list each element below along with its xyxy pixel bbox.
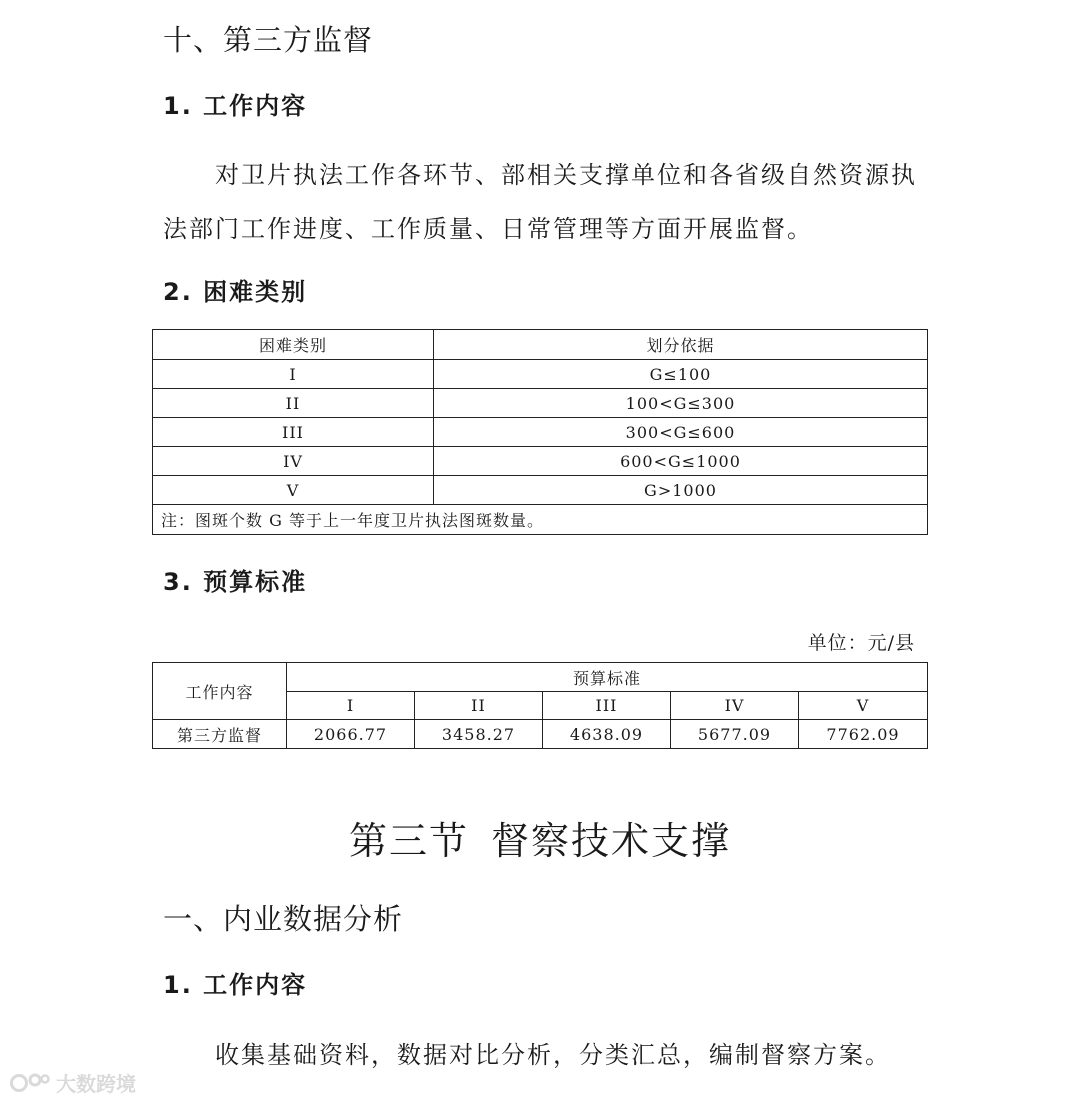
table-cell: 7762.09 bbox=[799, 720, 928, 749]
table-note: 注：图斑个数 G 等于上一年度卫片执法图斑数量。 bbox=[153, 505, 928, 535]
subheading-difficulty: 2. 困难类别 bbox=[163, 278, 308, 306]
table-row bbox=[153, 447, 928, 476]
table-header-cell: II bbox=[415, 692, 543, 720]
section-heading: 一、内业数据分析 bbox=[163, 902, 404, 936]
table-cell: III bbox=[153, 418, 434, 447]
chapter-title-number: 第三节 bbox=[348, 819, 469, 863]
table-header-cell: 划分依据 bbox=[434, 330, 928, 360]
subheading-work-content: 1. 工作内容 bbox=[163, 971, 308, 999]
table-cell: 3458.27 bbox=[415, 720, 543, 749]
table-cell: 600<G≤1000 bbox=[434, 447, 928, 476]
table-header-cell: III bbox=[543, 692, 671, 720]
watermark bbox=[10, 1068, 136, 1097]
table-cell: G≤100 bbox=[434, 360, 928, 389]
budget-table bbox=[152, 662, 928, 749]
subheading-budget: 3. 预算标准 bbox=[163, 568, 308, 596]
table-row bbox=[153, 389, 928, 418]
table-cell: V bbox=[153, 476, 434, 505]
table-cell: 300<G≤600 bbox=[434, 418, 928, 447]
watermark-text: 大数跨境 bbox=[56, 1072, 136, 1096]
eye-logo-icon bbox=[10, 1070, 52, 1096]
chapter-title bbox=[0, 810, 1080, 865]
table-header-row bbox=[153, 330, 928, 360]
table-header-cell: 预算标准 bbox=[287, 663, 928, 692]
table-cell: 2066.77 bbox=[287, 720, 415, 749]
subheading-work-content: 1. 工作内容 bbox=[163, 92, 308, 120]
paragraph-work-content: 对卫片执法工作各环节、部相关支撑单位和各省级自然资源执法部门工作进度、工作质量、日常管理等方面开展监督。 bbox=[163, 161, 917, 243]
table-row bbox=[153, 360, 928, 389]
table-cell: IV bbox=[153, 447, 434, 476]
table-note-row bbox=[153, 505, 928, 535]
table-cell: 100<G≤300 bbox=[434, 389, 928, 418]
table-header-cell: 困难类别 bbox=[153, 330, 434, 360]
chapter-title-text: 督察技术支撑 bbox=[491, 819, 732, 863]
table-header-cell: I bbox=[287, 692, 415, 720]
table-cell: 第三方监督 bbox=[153, 720, 287, 749]
table-cell: 5677.09 bbox=[671, 720, 799, 749]
section-heading: 十、第三方监督 bbox=[163, 23, 374, 57]
table-header-cell: IV bbox=[671, 692, 799, 720]
paragraph-work-content: 收集基础资料，数据对比分析，分类汇总，编制督察方案。 bbox=[215, 1041, 891, 1069]
table-header-row bbox=[153, 663, 928, 692]
unit-label: 单位：元/县 bbox=[807, 632, 915, 654]
table-row bbox=[153, 476, 928, 505]
table-cell: G>1000 bbox=[434, 476, 928, 505]
table-header-cell: 工作内容 bbox=[153, 663, 287, 720]
table-cell: II bbox=[153, 389, 434, 418]
table-cell: I bbox=[153, 360, 434, 389]
table-row bbox=[153, 418, 928, 447]
table-cell: 4638.09 bbox=[543, 720, 671, 749]
table-row bbox=[153, 720, 928, 749]
difficulty-table bbox=[152, 329, 928, 535]
table-header-cell: V bbox=[799, 692, 928, 720]
